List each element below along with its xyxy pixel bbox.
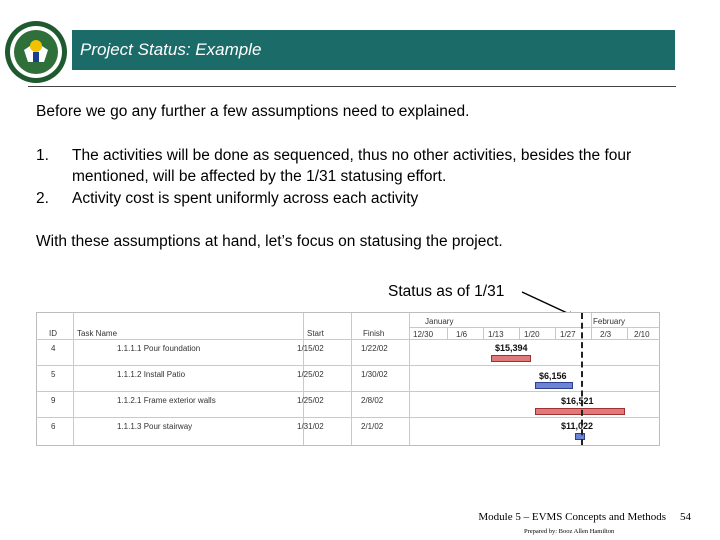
footer-module: Module 5 – EVMS Concepts and Methods (478, 511, 666, 523)
task-bar (535, 408, 625, 415)
item-text: The activities will be done as sequenced, thus no other activities, besides the four mentioned, will be affected by the 1/31 statusing effort. (72, 147, 632, 185)
row-start: 1/25/02 (297, 370, 324, 379)
page-number: 54 (680, 511, 691, 523)
item-number: 1. (36, 147, 49, 164)
row-id: 6 (51, 422, 56, 431)
gantt-col-divider (73, 313, 74, 445)
gantt-row-divider (37, 417, 659, 418)
gantt-week-divider (555, 327, 556, 339)
status-date-line (581, 313, 583, 445)
gantt-chart (36, 312, 660, 446)
week-label: 1/20 (524, 330, 540, 339)
gantt-month-split (591, 313, 592, 339)
department-seal-logo (4, 20, 68, 84)
row-finish: 1/22/02 (361, 344, 388, 353)
intro-text: Before we go any further a few assumptions need to explained. (36, 103, 470, 120)
row-task: 1.1.1.1 Pour foundation (117, 344, 201, 353)
month-label: February (593, 317, 626, 326)
week-label: 1/13 (488, 330, 504, 339)
row-task: 1.1.2.1 Frame exterior walls (117, 396, 216, 405)
gantt-header-divider (37, 339, 659, 340)
gantt-week-divider (483, 327, 484, 339)
col-header-start: Start (307, 329, 324, 338)
gantt-week-divider (627, 327, 628, 339)
gantt-row-divider (37, 391, 659, 392)
week-label: 2/3 (600, 330, 612, 339)
col-header-finish: Finish (363, 329, 385, 338)
row-task: 1.1.1.3 Pour stairway (117, 422, 193, 431)
week-label: 2/10 (634, 330, 650, 339)
week-label: 12/30 (413, 330, 434, 339)
gantt-row-divider (37, 365, 659, 366)
gantt-col-divider (351, 313, 352, 445)
month-label: January (425, 317, 454, 326)
week-label: 1/27 (560, 330, 576, 339)
gantt-week-divider (447, 327, 448, 339)
week-label: 1/6 (456, 330, 468, 339)
closing-text: With these assumptions at hand, let’s focus on statusing the project. (36, 233, 503, 250)
gantt-week-divider (519, 327, 520, 339)
col-header-id: ID (49, 329, 57, 338)
row-finish: 1/30/02 (361, 370, 388, 379)
row-finish: 2/8/02 (361, 396, 384, 405)
footer-prepared: Prepared by: Booz Allen Hamilton (524, 528, 615, 535)
assumption-item-2 (36, 188, 672, 209)
row-start: 1/25/02 (297, 396, 324, 405)
row-cost: $11,022 (561, 421, 594, 431)
task-bar (575, 433, 585, 440)
row-cost: $6,156 (539, 371, 567, 381)
task-bar (535, 382, 573, 389)
item-text: Activity cost is spent uniformly across each activity (72, 190, 419, 207)
row-id: 5 (51, 370, 56, 379)
row-id: 9 (51, 396, 56, 405)
row-cost: $15,394 (495, 343, 528, 353)
row-finish: 2/1/02 (361, 422, 384, 431)
title-divider (28, 86, 676, 87)
task-bar (491, 355, 531, 362)
item-number: 2. (36, 190, 49, 207)
status-label: Status as of 1/31 (388, 283, 505, 300)
col-header-task: Task Name (77, 329, 118, 338)
row-id: 4 (51, 344, 56, 353)
row-start: 1/15/02 (297, 344, 324, 353)
assumption-item-1 (36, 145, 672, 187)
gantt-col-divider (409, 313, 410, 445)
row-start: 1/31/02 (297, 422, 324, 431)
slide-title: Project Status: Example (72, 30, 675, 70)
row-cost: $16,521 (561, 396, 594, 406)
row-task: 1.1.1.2 Install Patio (117, 370, 186, 379)
